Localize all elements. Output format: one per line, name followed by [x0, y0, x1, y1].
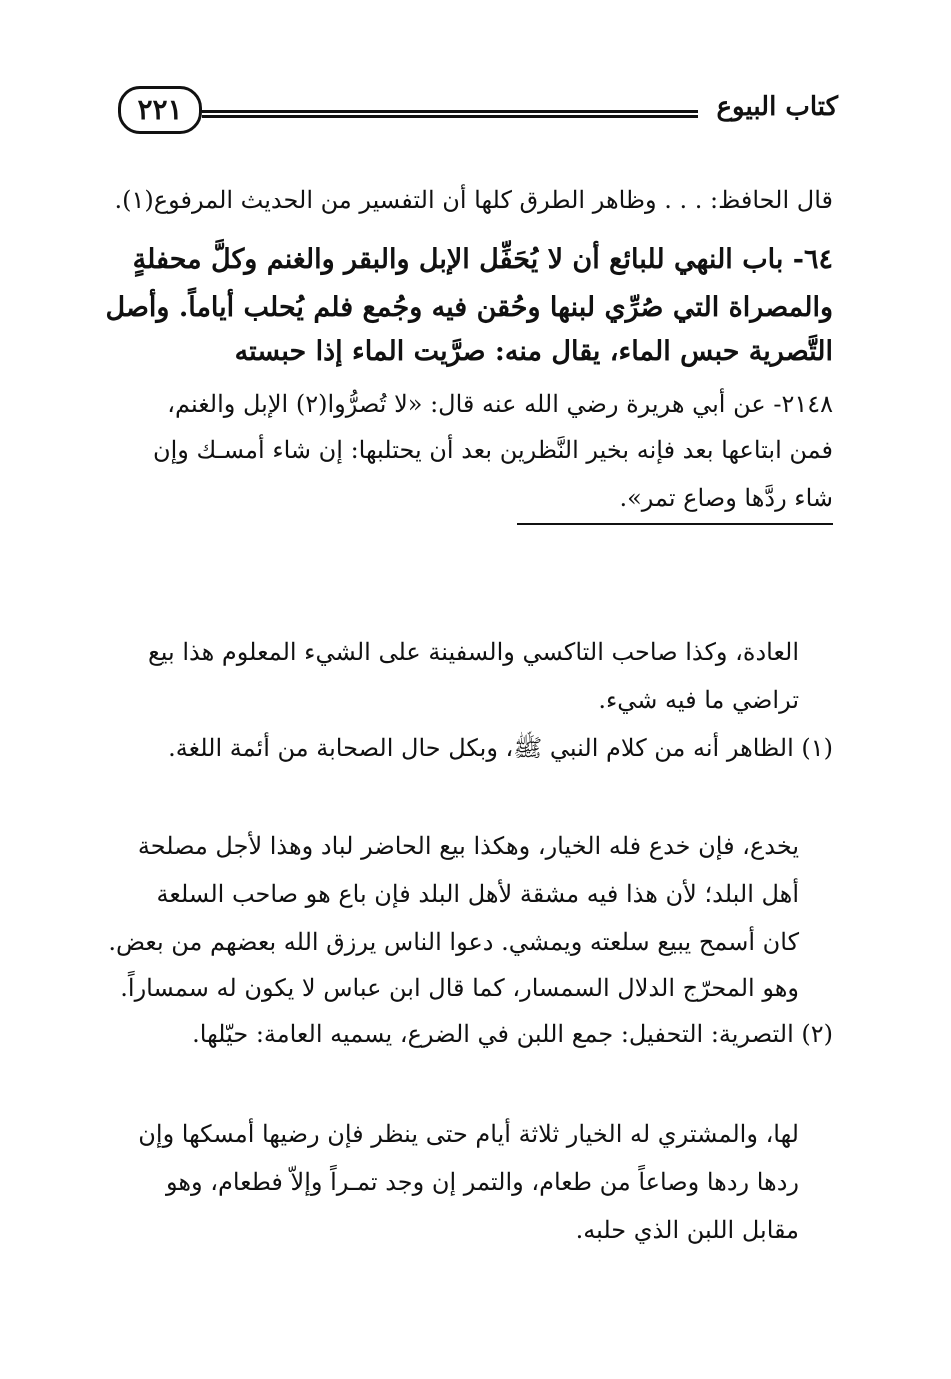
page-header	[118, 82, 838, 142]
footnote-divider	[517, 523, 833, 525]
chapter-heading-line-3: التَّصرية حبس الماء، يقال منه: صرَّيت الماء إذا حبسته	[234, 336, 833, 367]
header-rule	[202, 110, 698, 113]
page-number: ٢٢١	[118, 86, 202, 134]
note-4-line-4: مقابل اللبن الذي حلبه.	[575, 1216, 799, 1244]
hafiz-line: قال الحافظ: . . . وظاهر الطرق كلها أن التفسير من الحديث المرفوع(١).	[114, 186, 833, 214]
note-3-line-5: وهو المحرّج الدلال السمسار، كما قال ابن عباس لا يكون له سمساراً.	[120, 974, 799, 1002]
hadith-line-2: فمن ابتاعها بعد فإنه بخير النَّظرين بعد أن يحتلبها: إن شاء أمسـك وإن	[153, 436, 833, 464]
note-2-line-2: العادة، وكذا صاحب التاكسي والسفينة على الشيء المعلوم هذا بيع	[148, 638, 799, 666]
note-3-line-2: يخدع، فإن خدع فله الخيار، وهكذا بيع الحاضر لباد وهذا لأجل مصلحة	[137, 832, 799, 860]
book-title: كتاب البيوع	[716, 92, 838, 122]
note-4-line-3: ردها ردها وصاعاً من طعام، والتمر إن وجد تمـراً وإلاّ فطعام، وهو	[165, 1168, 799, 1196]
footnote-2: (٢) التصرية: التحفيل: جمع اللبن في الضرع، يسميه العامة: حيّلها.	[192, 1020, 833, 1048]
note-3-line-3: أهل البلد؛ لأن هذا فيه مشقة لأهل البلد فإن باع هو صاحب السلعة	[156, 880, 799, 908]
footnote-1: (١) الظاهر أنه من كلام النبي ﷺ، وبكل حال الصحابة من أئمة اللغة.	[168, 734, 833, 762]
note-2-line-3: تراضي ما فيه شيء.	[598, 686, 799, 714]
note-3-line-4: كان أسمح يبيع سلعته ويمشي. دعوا الناس يرزق الله بعضهم من بعض.	[108, 928, 799, 956]
chapter-heading-line-2: والمصراة التي صُرِّي لبنها وحُقن فيه وجُمع فلم يُحلب أياماً. وأصل	[105, 292, 833, 323]
hadith-line-3: شاء ردَّها وصاع تمر».	[619, 484, 833, 512]
chapter-heading-line-1: ٦٤- باب النهي للبائع أن لا يُحَفِّل الإبل والبقر والغنم وكلَّ محفلةٍ	[132, 244, 833, 275]
note-4-line-2: لها، والمشتري له الخيار ثلاثة أيام حتى ينظر فإن رضيها أمسكها وإن	[138, 1120, 799, 1148]
hadith-line-1: ٢١٤٨- عن أبي هريرة رضي الله عنه قال: «لا تُصرُّوا(٢) الإبل والغنم،	[167, 390, 833, 418]
